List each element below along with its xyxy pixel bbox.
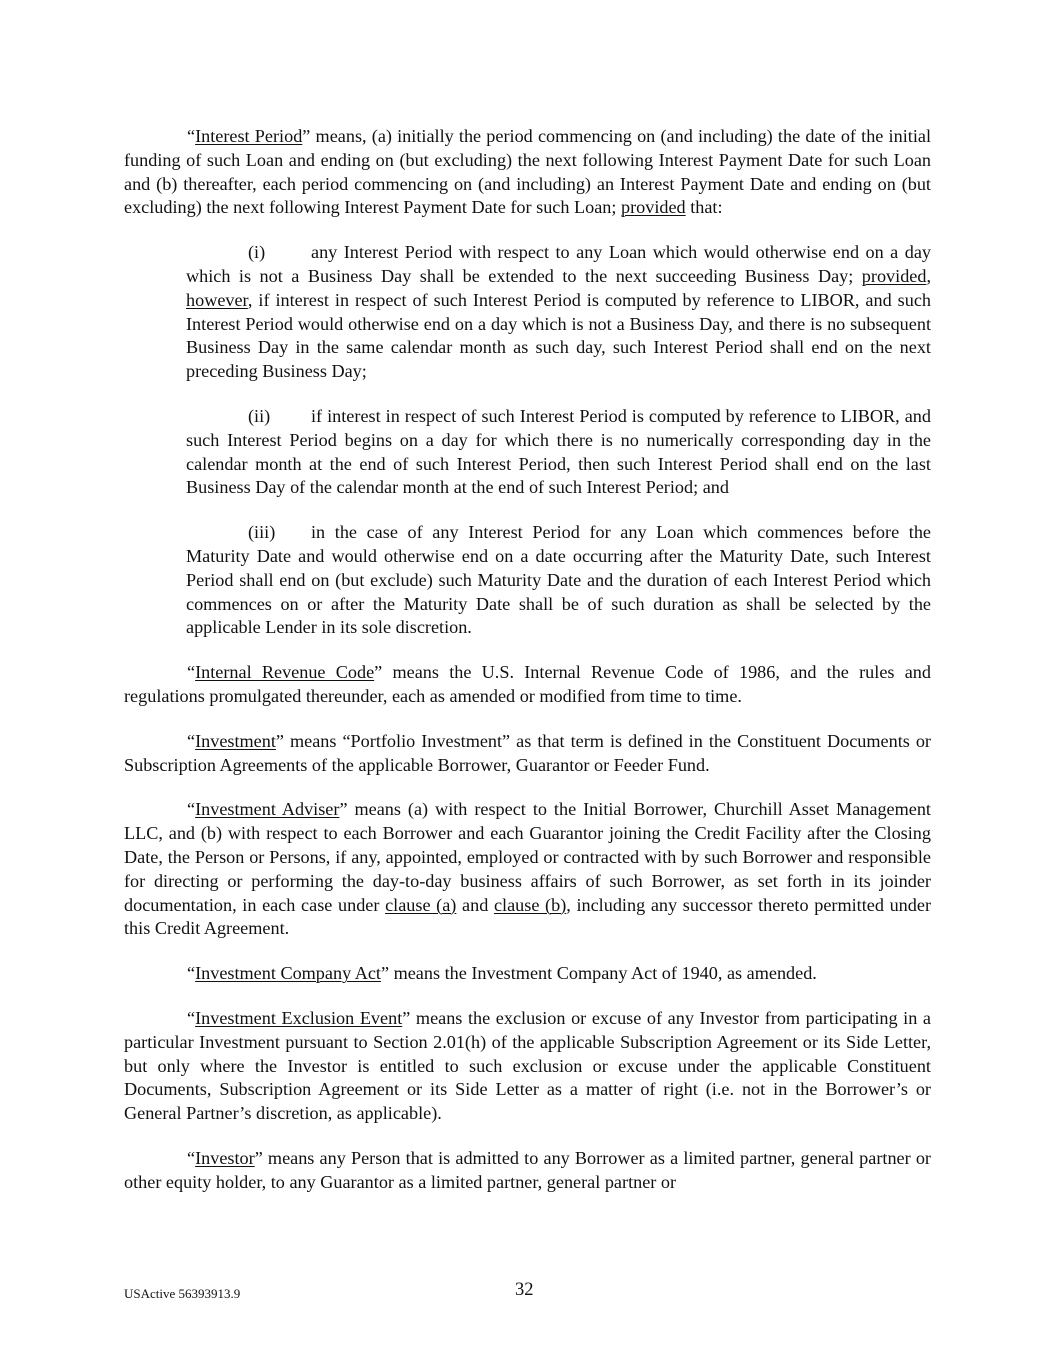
defined-term: Investment Exclusion Event [195,1007,403,1028]
definition-investment [124,730,931,778]
defined-term: Investment Company Act [195,963,381,984]
separator: , [926,265,931,286]
open-quote: “ [187,799,196,820]
item-text: any Interest Period with respect to any Loan which would otherwise end on a day which is not a Business Day shall be extended to the next succeeding Business Day; [186,242,931,286]
open-quote: “ [187,662,196,683]
conjunction: and [456,894,494,915]
defined-term: Interest Period [195,126,303,146]
definition-interest-period [124,125,931,220]
document-body [124,125,931,1215]
sub-item-ii [186,405,931,500]
open-quote: “ [187,963,196,984]
item-number: (ii) [248,405,271,426]
item-text: in the case of any Interest Period for any Loan which commences before the Maturity Date and would otherwise end on a date occurring after the Maturity Date, such Interest Period shall end on (but exclude) such Maturity Date and the duration of each Interest Period which commences on or after the Maturity Date shall be of such duration as shall be selected by the applicable Lender in its sole discretion. [186,522,931,638]
defined-term: Investment [195,730,276,751]
definition-text: that: [685,197,723,218]
defined-term: Investor [195,1147,255,1168]
definition-text: , including any successor thereto permitted under this Credit Agreement. [124,894,931,939]
definition-investment-adviser [124,798,931,941]
definition-text: ” means the exclusion or excuse of any Investor from participating in a particular Investment pursuant to Section 2.01(h) of the applicable Subscription Agreement or its Side Letter, but only where the Investor is entitled to such exclusion or excuse under the applicable Constituent Documents, Subscription Agreement or its Side Letter as a matter of right (i.e. not in the Borrower’s or General Partner’s discretion, as applicable). [124,1007,931,1124]
sub-item-iii [186,521,931,640]
open-quote: “ [187,126,196,146]
clause-b-reference: clause (b) [493,894,567,915]
definition-internal-revenue-code [124,661,931,709]
clause-a-reference: clause (a) [385,894,457,915]
definition-text: ” means the Investment Company Act of 1940, as amended. [380,963,817,984]
definition-investment-exclusion-event [124,1007,931,1126]
open-quote: “ [187,1147,196,1168]
item-text: if interest in respect of such Interest Period is computed by reference to LIBOR, and such Interest Period begins on a day for which there is no numerically corresponding day in the calendar month at the end of such Interest Period, then such Interest Period shall end on the last Business Day of the calendar month at the end of such Interest Period; and [186,405,931,498]
emphasis-provided: provided [621,197,686,218]
item-number: (iii) [248,522,276,543]
item-number: (i) [248,242,266,263]
definition-text: ” means “Portfolio Investment” as that term is defined in the Constituent Documents or Subscription Agreements of the applicable Borrower, Guarantor or Feeder Fund. [124,730,931,775]
item-text: , if interest in respect of such Interest Period is computed by reference to LIBOR, and such Interest Period would otherwise end on a day which is not a Business Day, and there is no subsequent Business Day in the same calendar month as such day, such Interest Period shall end on the next preceding Business Day; [186,289,931,382]
page-number: 32 [515,1280,534,1300]
definition-investor [124,1147,931,1195]
definition-investment-company-act [124,962,931,986]
definition-text: ” means (a) with respect to the Initial Borrower, Churchill Asset Management LLC, and (b) with respect to each Borrower and each Guarantor joining the Credit Facility after the Closing Date, the Person or Persons, if any, appointed, employed or contracted with by such Borrower and responsible for directing or performing the day-to-day business affairs of such Borrower, as set forth in its joinder documentation, in each case under [124,799,931,915]
open-quote: “ [187,1007,196,1028]
definition-text: ” means the U.S. Internal Revenue Code of 1986, and the rules and regulations promulgated thereunder, each as amended or modified from time to time. [124,662,931,706]
footer-document-id: USActive 56393913.9 [124,1286,241,1301]
definition-text: ” means, (a) initially the period commencing on (and including) the date of the initial funding of such Loan and ending on (but excluding) the next following Interest Payment Date for such Loan and (b) thereafter, each period commencing on (and including) an Interest Payment Date and ending on (but excluding) the next following Interest Payment Date for such Loan; [124,126,931,218]
defined-term: Internal Revenue Code [195,662,375,683]
definition-text: ” means any Person that is admitted to any Borrower as a limited partner, general partner or other equity holder, to any Guarantor as a limited partner, general partner or [124,1147,931,1192]
open-quote: “ [187,730,196,751]
emphasis-provided: provided [861,265,927,286]
defined-term: Investment Adviser [195,799,340,820]
emphasis-however: however [186,289,248,310]
sub-item-i [186,241,931,384]
